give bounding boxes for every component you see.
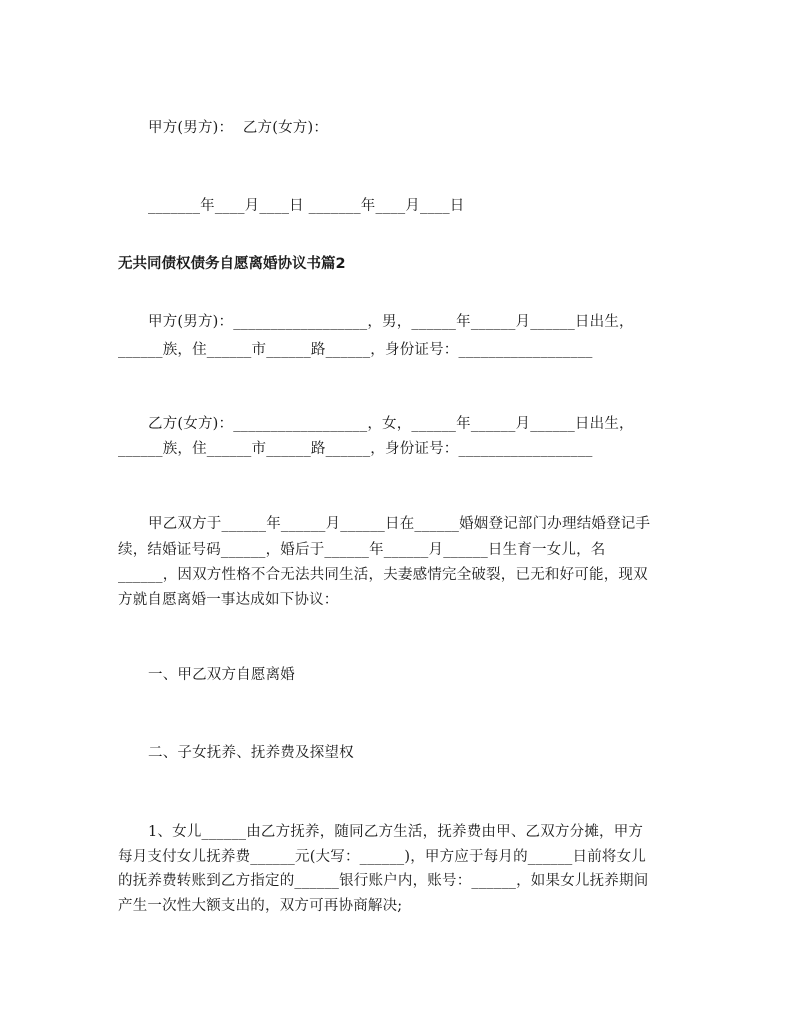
party-b-line-2: ______族，住______市______路______，身份证号：__________________ (118, 441, 593, 457)
signature-parties-line: 甲方(男方)： 乙方(女方)： (148, 120, 329, 136)
clause-2-heading: 二、子女抚养、抚养费及探望权 (148, 745, 354, 761)
party-a-line-1: 甲方(男方)：__________________，男，______年______月______日出生， (148, 314, 634, 330)
section-title: 无共同债权债务自愿离婚协议书篇2 (118, 256, 346, 272)
intro-line-2: 续，结婚证号码______，婚后于______年______月______日生育一女儿，名 (118, 542, 606, 558)
item-1-line-3: 的抚养费转账到乙方指定的______银行账户内，账号：______，如果女儿抚养期间 (118, 873, 649, 889)
intro-line-1: 甲乙双方于______年______月______日在______婚姻登记部门办理结婚登记手 (148, 516, 651, 532)
intro-line-4: 方就自愿离婚一事达成如下协议： (118, 592, 339, 608)
item-1-line-4: 产生一次性大额支出的，双方可再协商解决; (118, 898, 403, 914)
intro-line-3: ______，因双方性格不合无法共同生活，夫妻感情完全破裂，已无和好可能，现双 (118, 567, 648, 583)
clause-1-heading: 一、甲乙双方自愿离婚 (148, 667, 295, 683)
party-b-line-1: 乙方(女方)：__________________，女，______年______月______日出生， (148, 416, 634, 432)
party-a-line-2: ______族，住______市______路______，身份证号：__________________ (118, 342, 593, 358)
signature-dates-line: _______年____月____日 _______年____月____日 (148, 198, 465, 214)
item-1-line-2: 每月支付女儿抚养费______元(大写：______)，甲方应于每月的______日前将女儿 (118, 849, 647, 865)
item-1-line-1: 1、女儿______由乙方抚养，随同乙方生活，抚养费由甲、乙双方分摊，甲方 (148, 824, 644, 840)
